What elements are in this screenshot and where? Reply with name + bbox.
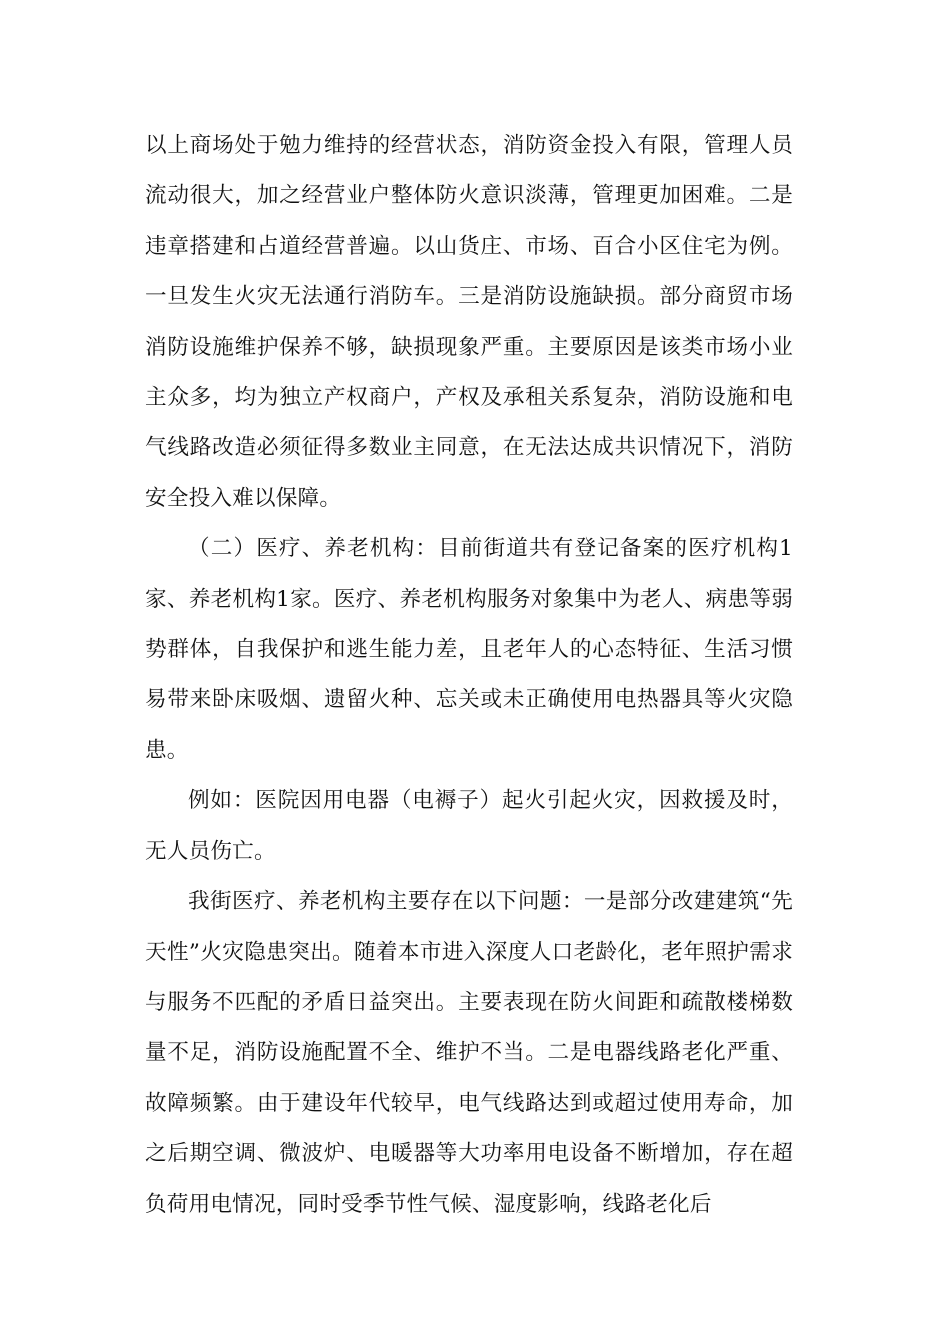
paragraph-continuation: 以上商场处于勉力维持的经营状态，消防资金投入有限，管理人员流动很大，加之经营业户整体防火意识淡薄，管理更加困难。二是违章搭建和占道经营普遍。以山货庄、市场、百合小区住宅为例。一旦发生火灾无法通行消防车。三是消防设施缺损。部分商贸市场消防设施维护保养不够，缺损现象严重。主要原因是该类市场小业主众多，均为独立产权商户，产权及承租关系复杂，消防设施和电气线路改造必须征得多数业主同意，在无法达成共识情况下，消防安全投入难以保障。 — [145, 133, 793, 511]
paragraph-main-problems: 我街医疗、养老机构主要存在以下问题：一是部分改建建筑“先天性”火灾隐患突出。随着本市进入深度人口老龄化，老年照护需求与服务不匹配的矛盾日益突出。主要表现在防火间距和疏散楼梯数量不足，消防设施配置不全、维护不当。二是电器线路老化严重、故障频繁。由于建设年代较早，电气线路达到或超过使用寿命，加之后期空调、微波炉、电暖器等大功率用电设备不断增加，存在超负荷用电情况，同时受季节性气候、湿度影响，线路老化后 — [145, 889, 793, 1217]
document-body — [145, 121, 793, 1230]
paragraph-medical-elderly-institutions: （二）医疗、养老机构：目前街道共有登记备案的医疗机构1家、养老机构1家。医疗、养老机构服务对象集中为老人、病患等弱势群体，自我保护和逃生能力差，且老年人的心态特征、生活习惯易带来卧床吸烟、遗留火种、忘关或未正确使用电热器具等火灾隐患。 — [145, 536, 793, 763]
paragraph-example: 例如：医院因用电器（电褥子）起火引起火灾，因救援及时，无人员伤亡。 — [145, 788, 793, 864]
